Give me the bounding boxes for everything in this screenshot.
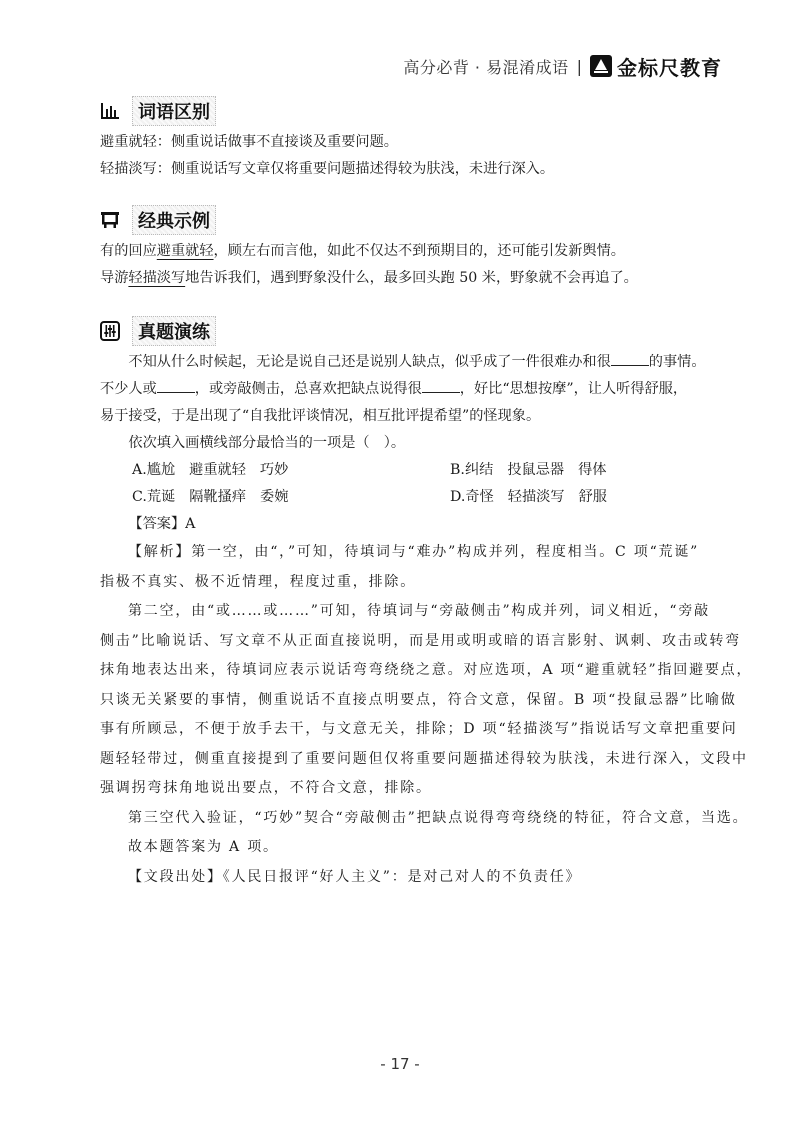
passage-text: ，好比“思想按摩”，让人听得舒服， (459, 381, 688, 397)
section-heading-practice (100, 316, 700, 346)
fill-blank (157, 378, 195, 393)
example-text: ，顾左右而言他，如此不仅达不到预期目的，还可能引发新舆情。 (213, 243, 625, 259)
option-c (132, 484, 450, 511)
practice-passage (100, 349, 706, 457)
pyramid-logo-icon (590, 55, 612, 77)
page-number: - 17 - (380, 1055, 420, 1073)
page-header (403, 52, 722, 80)
header-title: 高分必背 · 易混淆成语 (403, 57, 569, 77)
passage-text: 的事情。 (648, 354, 706, 370)
example-text: 地告诉我们，遇到野象没什么，最多回头跑 50 米，野象就不会再追了。 (185, 270, 638, 286)
analysis-line: 指极不真实、极不近情理，程度过重，排除。 (100, 573, 416, 590)
fill-blank (611, 351, 649, 366)
option-word: 巧妙 (259, 462, 289, 478)
option-word: 荒诞 (146, 489, 176, 505)
question-prompt: 依次填入画横线部分最恰当的一项是（ ）。 (128, 435, 406, 451)
passage-line (100, 376, 700, 403)
option-label: D. (450, 489, 466, 505)
underlined-term: 避重就轻 (156, 243, 214, 259)
example-sentence (100, 265, 700, 292)
definition-line: 轻描淡写：侧重说话写文章仅将重要问题描述得较为肤浅，未进行深入。 (100, 161, 555, 177)
example-text: 有的回应 (100, 243, 157, 259)
analysis-line: 只谈无关紧要的事情，侧重说话不直接点明要点，符合文意，保留。B 项“投鼠忌器”比喻做 (100, 691, 737, 708)
option-word: 轻描淡写 (507, 489, 565, 505)
option-word: 隔靴搔痒 (189, 489, 247, 505)
option-word: 避重就轻 (189, 462, 246, 478)
option-b (450, 457, 730, 484)
bar-chart-icon (100, 101, 120, 121)
analysis-line: 强调拐弯抹角地说出要点，不符合文意，排除。 (100, 780, 432, 796)
analysis-line: 【解析】第一空，由“，”可知，待填词与“难办”构成并列，程度相当。C 项“荒诞” (128, 544, 700, 560)
option-word: 得体 (578, 462, 607, 478)
section-heading-distinction (100, 96, 700, 126)
passage-text: 不知从什么时候起，无论是说自己还是说别人缺点，似乎成了一件很难办和很 (128, 354, 611, 370)
analysis-line: 题轻轻带过，侧重直接提到了重要问题但仅将重要问题描述得较为肤浅，未进行深入，文段中 (100, 750, 748, 767)
option-word: 舒服 (578, 489, 607, 505)
passage-text: 不少人或 (100, 381, 157, 397)
option-a (132, 457, 450, 484)
option-word: 纠结 (464, 462, 494, 478)
passage-line (100, 349, 706, 376)
section-title: 经典示例 (132, 205, 216, 235)
option-word: 投鼠忌器 (507, 462, 565, 478)
option-word: 尴尬 (146, 462, 176, 478)
definition-line: 避重就轻：侧重说话做事不直接谈及重要问题。 (100, 134, 398, 150)
analysis-line: 第二空，由“或……或……”可知，待填词与“旁敲侧击”构成并列，词义相近，“旁敲 (128, 603, 710, 619)
option-label: B. (450, 462, 465, 478)
section-title: 真题演练 (132, 316, 216, 346)
analysis-line: 故本题答案为 A 项。 (128, 839, 279, 855)
cart-icon (100, 210, 120, 230)
page-content (100, 96, 753, 892)
example-text: 导游 (100, 270, 129, 286)
passage-line: 易于接受，于是出现了“自我批评谈情况，相互批评提希望”的怪现象。 (100, 408, 541, 424)
brand (590, 52, 722, 81)
example-sentence (100, 238, 700, 265)
passage-text: ，或旁敲侧击，总喜欢把缺点说得很 (194, 381, 422, 397)
brand-name: 金标尺教育 (617, 55, 722, 80)
header-separator: | (576, 56, 582, 76)
option-word: 奇怪 (465, 489, 494, 505)
option-label: A. (132, 462, 147, 478)
source-line: 【文段出处】《人民日报评“好人主义”：是对己对人的不负责任》 (128, 868, 582, 885)
option-d (450, 484, 730, 511)
underlined-term: 轻描淡写 (128, 270, 186, 286)
section-title: 词语区别 (132, 96, 216, 126)
answer-line: 【答案】A (128, 516, 196, 532)
analysis-line: 侧击”比喻说话、写文章不从正面直接说明，而是用或明或暗的语言影射、讽刺、攻击或转弯 (100, 632, 741, 649)
fill-blank (422, 378, 460, 393)
analysis-block (100, 538, 753, 892)
sliders-icon (100, 321, 120, 341)
section-heading-examples (100, 205, 700, 235)
answer-options (100, 457, 700, 511)
option-label: C. (132, 489, 147, 505)
analysis-line: 第三空代入验证，“巧妙”契合“旁敲侧击”把缺点说得弯弯绕绕的特征，符合文意，当选。 (128, 809, 749, 826)
analysis-line: 事有所顾忌，不便于放手去干，与文意无关，排除；D 项“轻描淡写”指说话写文章把重要问 (100, 721, 738, 737)
analysis-line: 抹角地表达出来，待填词应表示说话弯弯绕绕之意。对应选项，A 项“避重就轻”指回避要点， (100, 662, 753, 678)
option-word: 委婉 (260, 489, 289, 505)
